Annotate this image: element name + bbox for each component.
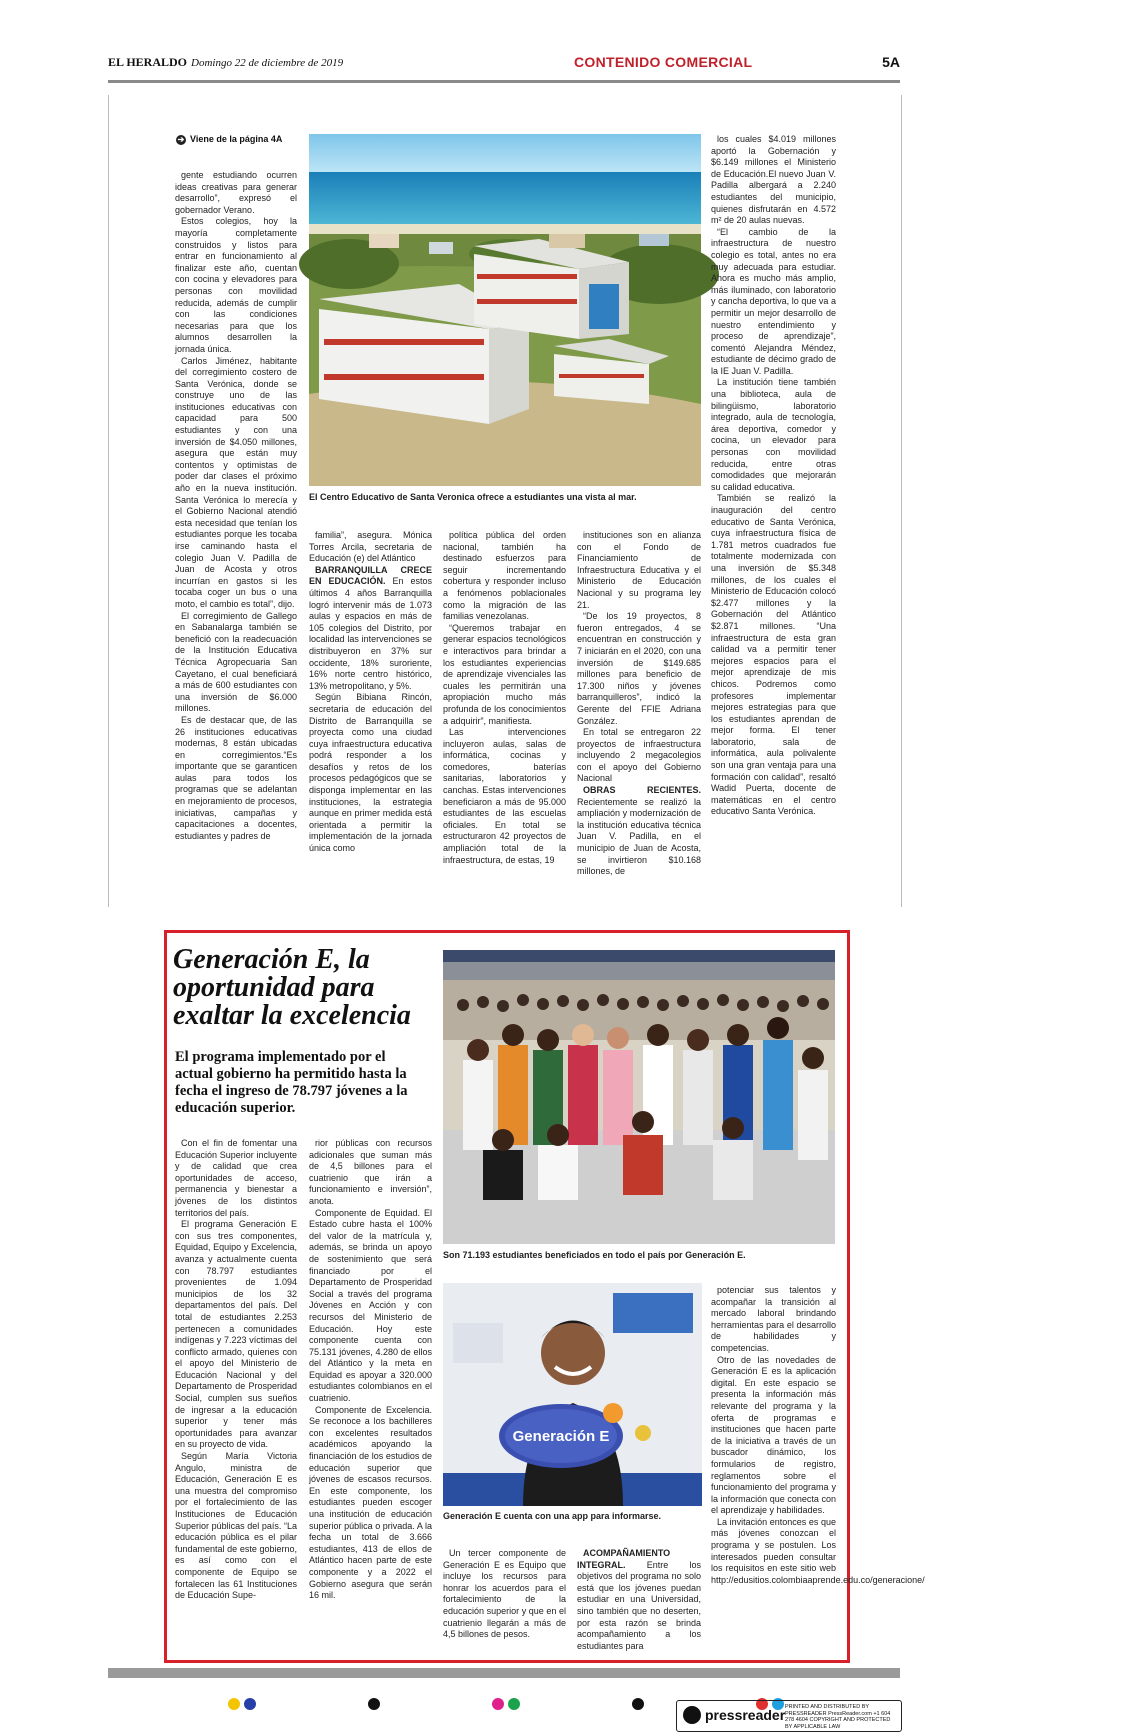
registration-dot — [508, 1698, 520, 1710]
masthead — [108, 55, 900, 71]
pressreader-logo-icon — [683, 1706, 701, 1724]
paragraph: Estos colegios, hoy la mayoría completamente construidos y listos para entrar en funcionamiento al finalizar este año, cuentan con cocina y elevadores para personas con movilidad reducida, además de cumplir con las condiciones necesarias para que los alumnos desarrollen la jornada única. — [175, 216, 297, 354]
paragraph: BARRANQUILLA CRECE EN EDUCACIÓN. En estos últimos 4 años Barranquilla logró intervenir más de 1.073 aulas y espacios en más de 105 colegios del Distrito, por localidad las intervenciones se distribuyeron en 37% sur occidente, 18% suroriente, 16% norte centro histórico, 13% metropolitano, y 5%. — [309, 564, 432, 691]
run-in-heading: OBRAS RECIENTES. — [583, 785, 701, 796]
paragraph: La invitación entonces es que más jóvenes conozcan el programa y se postulen. Los interesados pueden consultar los requisitos en este sitio web http://edusitios.colombiaaprende.edu.co/generacione/ — [711, 1516, 925, 1585]
article-column-1 — [175, 170, 297, 900]
paragraph: Otro de las novedades de Generación E es la aplicación digital. En este espacio se presenta la información más relevante del programa y la oferta de programas e instituciones que hacen parte de la iniciativa a través de un buscador dinámico, los formularios de registro, reglamentos sobre el funcionamiento del programa y la información que conecta con el aprendizaje y habilidades. — [711, 1354, 836, 1516]
pressreader-fine-print: PRINTED AND DISTRIBUTED BY PRESSREADER PressReader.com +1 604 278 4604 COPYRIGHT AND PROTECTED BY APPLICABLE LAW — [785, 1704, 891, 1730]
paragraph: rior públicas con recursos adicionales que suman más de 4,5 billones para el cuatrienio que irán a funcionamiento e inversión”, anota. — [309, 1138, 432, 1206]
run-in-heading: ACOMPAÑAMIENTO INTEGRAL. — [577, 1548, 671, 1570]
paragraph: “El cambio de la infraestructura de nuestro colegio es total, antes no era muy adecuada para estudiar. Ahora es mucho más amplio, más iluminado, con laboratorio y cancha deportiva, lo que va a permitir un mejor desarrollo de nuestro entendimiento y proceso de aprendizaje”, comentó Alejandra Méndez, estudiante de décimo grado de la IE Juan V. Padilla. — [711, 226, 836, 376]
newspaper-name: EL HERALDO Domingo 22 de diciembre de 2019 — [108, 55, 344, 69]
footer-color-bar — [108, 1668, 900, 1678]
paragraph: instituciones son en alianza con el Fondo de Financiamiento de Infraestructura Educativa y el Ministerio de Educación Nacional y su programa ley 21. — [577, 530, 701, 610]
paragraph: ACOMPAÑAMIENTO INTEGRAL. Entre los objetivos del programa no solo está que los jóvenes puedan estudiar en una Universidad, sino también que no deserten, por esta razón se brinda acompañamiento a los estudiantes para — [577, 1548, 701, 1651]
registration-dot — [368, 1698, 380, 1710]
paragraph: Componente de Excelencia. Se reconoce a los bachilleres con excelentes resultados académicos apoyando la financiación de los estudios de educación superior que jóvenes de escasos recursos. En este componente, los estudiantes pueden escoger una institución de educación superior pública o privada. A la fecha un total de 3.666 estudiantes, 413 de ellos de Atlántico hacen parte de este componente y a 2022 el Gobierno asegura que serán 16 mil. — [309, 1404, 432, 1601]
paragraph: “De los 19 proyectos, 8 fueron entregados, 4 se encuentran en construcción y 7 iniciarán en el 2020, con una inversión de $149.685 millones para beneficio de 17.300 niños y jóvenes barranquilleros”, indicó la Gerente del FFIE Adriana González. — [577, 611, 701, 726]
school-aerial-image — [309, 134, 701, 486]
run-in-heading: BARRANQUILLA CRECE EN EDUCACIÓN. — [309, 564, 432, 587]
school-aerial-photo — [309, 134, 701, 486]
paragraph: Componente de Equidad. El Estado cubre hasta el 100% del valor de la matrícula y, además, se brinda un apoyo de sostenimiento que será financiado por el Departamento de Prosperidad Social a través del programa Jóvenes en Acción y con recursos del Ministerio de Educación. Hoy este componente cuenta con 75.131 jóvenes, 4.280 de ellos del Atlántico y la meta en Equidad es apoyar a 320.000 estudiantes colombianos en el cuatrienio. — [309, 1207, 432, 1404]
arrow-right-icon: ➔ — [177, 135, 185, 144]
generacion-e-sign: Generación E — [512, 1428, 610, 1445]
paragraph: familia”, asegura. Mónica Torres Arcila, secretaria de Educación (e) del Atlántico — [309, 530, 432, 564]
pressreader-badge — [676, 1700, 902, 1732]
pressreader-name: pressreader — [705, 1707, 786, 1723]
feature-column-3 — [443, 1548, 566, 1658]
issue-date: Domingo 22 de diciembre de 2019 — [191, 57, 344, 69]
feature-column-1 — [175, 1138, 297, 1656]
paragraph: Según María Victoria Angulo, ministra de Educación, Generación E es una muestra del compromiso por el fortalecimiento de las Instituciones de Educación Superior públicas del país. “La educación pública es el pilar fundamental de este gobierno, es así como con el componente de Equipo se fortalecen las 61 Instituciones de Educación Supe- — [175, 1451, 297, 1601]
article-column-4 — [577, 530, 701, 905]
paragraph: También se realizó la inauguración del centro educativo de Santa Verónica, cuya infraestructura física de 1.781 metros cuadrados fue totalmente modernizada con una inversión de $5.348 millones, de los cuales el Ministerio de Educación colocó $2.477 millones y la Gobernación del Atlántico $2.871 millones. “Una infraestructura de esta gran calidad va a permitir tener mejores espacios para el mejor aprendizaje de mis chicos. Podremos como profesores implementar mejores estrategias para que los estudiantes aprendan de mejor forma. El tener laboratorio, sala de informática, aula polivalente son una gran ventaja para una formación con calidad”, resaltó Wadid Puerta, docente de matemáticas en el centro educativo Santa Verónica. — [711, 493, 836, 817]
paragraph: Carlos Jiménez, habitante del corregimiento costero de Santa Verónica, donde se construye uno de las instituciones educativas con capacidad para 500 estudiantes y con una inversión de $4.050 millones, asegura que están muy contentos y optimistas de poder dar clases el próximo año en la nueva institución. Santa Verónica lo merecía y el Gobierno Nacional atendió esta necesidad que tenían los estudiantes porque les tocaba irse caminando hasta el colegio Juan V. Padilla de Juan de Acosta y otros incurrían en gastos si les tocaba coger un bus o una moto, el cambio es total”, dijo. — [175, 355, 297, 609]
registration-dot — [244, 1698, 256, 1710]
section-title: CONTENIDO COMERCIAL — [574, 54, 753, 70]
paragraph: OBRAS RECIENTES. Recientemente se realizó la ampliación y modernización de la institución educativa técnica Juan V. Padilla, en el municipio de Juan de Acosta, se invirtieron $10.168 millones, de — [577, 785, 701, 877]
paragraph: En total se entregaron 22 proyectos de infraestructura incluyendo 2 megacolegios con el apoyo del Gobierno Nacional — [577, 727, 701, 784]
paragraph: Según Bibiana Rincón, secretaria de educación del Distrito de Barranquilla se proyecta como una ciudad cuya infraestructura educativa podrá responder a los desafíos y retos de los procesos pedagógicos que se disponga implementar en las instituciones, la estrategia aunque en primer medida está orientada a permitir la implementación de la jornada única como — [309, 692, 432, 854]
paragraph: La institución tiene también una biblioteca, aula de bilingüismo, laboratorio integrado, aula de tecnología, área deportiva, comedor y cocina, un elevador para personas con movilidad reducida, entre otras comodidades que mejorarán su calidad educativa. — [711, 377, 836, 492]
photo-caption-school: El Centro Educativo de Santa Veronica ofrece a estudiantes una vista al mar. — [309, 492, 637, 502]
photo-caption-students: Son 71.193 estudiantes beneficiados en todo el país por Generación E. — [443, 1250, 746, 1260]
paragraph: potenciar sus talentos y acompañar la transición al mercado laboral brindando herramientas para el desarrollo de habilidades y competencias. — [711, 1285, 836, 1353]
students-group-image — [443, 950, 835, 1244]
paragraph: gente estudiando ocurren ideas creativas para generar desarrollo”, expresó el gobernador Verano. — [175, 170, 297, 215]
registration-dot — [492, 1698, 504, 1710]
article-column-2 — [309, 530, 432, 905]
registration-dot — [632, 1698, 644, 1710]
feature-column-5 — [711, 1285, 925, 1657]
paragraph: El corregimiento de Gallego en Sabanalarga también se benefició con la readecuación de la Institución Educativa Técnica Agropecuaria San Cayetano, el cual beneficiará a más de 600 estudiantes con una inversión de $6.000 millones. — [175, 610, 297, 714]
paragraph: Con el fin de fomentar una Educación Superior incluyente y de calidad que crea oportunidades de acceso, permanencia y bienestar a jóvenes de los distintos territorios del país. — [175, 1138, 297, 1218]
article-column-5 — [711, 134, 836, 906]
feature-column-4 — [577, 1548, 701, 1658]
student-app-image — [443, 1283, 702, 1506]
header-rule — [108, 80, 900, 83]
feature-headline: Generación E, la oportunidad para exaltar la excelencia — [173, 944, 411, 1031]
paragraph: “Queremos trabajar en generar espacios tecnológicos e interactivos para brindar a los estudiantes experiencias de aprendizaje vivenciales las cuales les permitirán una apropiación mucho más profunda de los conocimientos a adquirir”, manifiesta. — [443, 622, 566, 726]
photo-caption-app: Generación E cuenta con una app para informarse. — [443, 1511, 662, 1521]
student-app-photo — [443, 1283, 702, 1506]
feature-deck: El programa implementado por el actual gobierno ha permitido hasta la fecha el ingreso de 78.797 jóvenes a la educación superior. — [175, 1049, 408, 1116]
paragraph: los cuales $4.019 millones aportó la Gobernación y $6.149 millones el Ministerio de Educación.El nuevo Juan V. Padilla albergará a 2.240 estudiantes del municipio, quienes disfrutarán en 4.572 m² de 20 aulas nuevas. — [711, 134, 836, 226]
continued-from: ➔ Viene de la página 4A — [177, 134, 283, 144]
paragraph: El programa Generación E con sus tres componentes, Equidad, Equipo y Excelencia, avanza y actualmente cuenta con 78.797 estudiantes provenientes de 1.094 municipios de los 32 departamentos del país. Del total de estudiantes 2.253 pertenecen a comunidades indígenas y 7.223 víctimas del conflicto armado, quienes con el apoyo del Ministerio de Educación Nacional y del Departamento de Prosperidad Social, cumplen sus sueños de ingresar a la educación superior y tener más oportunidades para avanzar en su proyecto de vida. — [175, 1219, 297, 1450]
page-number: 5A — [882, 54, 900, 70]
article-column-3 — [443, 530, 566, 905]
paragraph: Las intervenciones incluyeron aulas, salas de informática, cocinas y comedores, baterías sanitarias, laboratorios y canchas. Estas intervenciones beneficiaron a más de 95.000 estudiantes de las escuelas oficiales. En total se estructuraron 42 proyectos de ampliación total de la infraestructura, de estas, 19 — [443, 727, 566, 865]
paragraph: política pública del orden nacional, también ha destinado esfuerzos para seguir incrementando cobertura y responder incluso a fenómenos poblacionales como la migración de las familias venezolanas. — [443, 530, 566, 622]
paragraph: Es de destacar que, de las 26 instituciones educativas modernas, 8 están ubicadas en corregimientos.“Es importante que se garanticen aulas para todos los programas que se adelantan en mejoramiento de procesos, iniciativas, campañas y capacitaciones a docentes, estudiantes y padres de — [175, 714, 297, 841]
paragraph: Un tercer componente de Generación E es Equipo que incluye los recursos para honrar los acuerdos para el fortalecimiento de la educación superior y que en el cuatrienio llegarán a más de 4,5 billones de pesos. — [443, 1548, 566, 1640]
students-group-photo — [443, 950, 835, 1244]
feature-column-2 — [309, 1138, 432, 1656]
registration-dot — [228, 1698, 240, 1710]
